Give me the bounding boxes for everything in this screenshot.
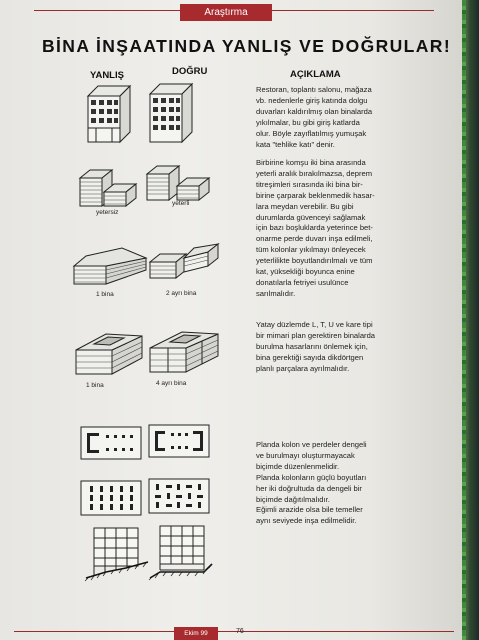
page-number: 76 — [236, 628, 244, 635]
column-head-explanation: AÇIKLAMA — [290, 69, 341, 80]
page-edge-stripe — [462, 0, 466, 640]
slope-foundation-right-figure — [150, 524, 214, 580]
wall-plan-right-figure — [148, 424, 210, 458]
caption-one-building-square: 1 bina — [86, 382, 104, 389]
paragraph-line: Eğimli arazide olsa bile temeller — [256, 505, 363, 515]
square-plan-wrong-figure — [72, 326, 146, 378]
paragraph-line: sarılmalıdır. — [256, 288, 296, 298]
column-head-right: DOĞRU — [172, 66, 208, 77]
paragraph-line: Birbirine komşu iki bina arasında — [256, 158, 366, 167]
paragraph-line: aynı seviyede inşa edilmelidir. — [256, 516, 357, 526]
paragraph-line: kat, yüksekliği boyunca enine — [256, 267, 355, 277]
paragraph-line: donatılarla fetriyei usulünce — [256, 277, 349, 287]
footer-issue: Ekim 99 — [174, 627, 218, 640]
paragraph-line: biçimde düzenlenmelidir. — [256, 461, 340, 471]
paragraph-soft-storey — [256, 85, 456, 150]
paragraph-line: bina gerektiği sayıda dikdörtgen — [256, 352, 364, 362]
paragraph-line: Yatay düzlemde L, T, U ve kare tipi — [256, 320, 373, 329]
paragraph-line: planlı parçalara ayrılmalıdır. — [256, 363, 350, 373]
paragraph-line: tüm kolonlar yıkılmayı önleyecek — [256, 245, 366, 255]
paragraph-line: olur. Böyle zayıflatılmış yumuşak — [256, 128, 367, 138]
l-plan-right-figure — [148, 242, 220, 282]
building-gap-wrong-figure — [78, 164, 140, 210]
paragraph-line: vb. nedenlerle giriş katında dolgu — [256, 95, 368, 105]
paragraph-line: duvarları kaldırılmış olan binalarda — [256, 106, 373, 116]
caption-one-building-l: 1 bina — [96, 291, 114, 298]
paragraph-line: kata "tehlike katı" denir. — [256, 139, 335, 149]
paragraph-plan-shape — [256, 320, 456, 375]
square-plan-right-figure — [146, 322, 222, 376]
paragraph-line: yeterlilikte boyutlandırılmalı ve tüm — [256, 256, 373, 266]
paragraph-line: bir mimari plan gerektiren binalarda — [256, 330, 376, 340]
column-head-wrong: YANLIŞ — [90, 70, 124, 81]
caption-sufficient: yeterli — [172, 200, 190, 207]
l-plan-wrong-figure — [72, 244, 148, 288]
paragraph-columns-foundations — [256, 440, 456, 527]
paragraph-line: ve burulmayı oluşturmayacak — [256, 450, 355, 460]
paragraph-line: yeterli aralık bırakılmazsa, deprem — [256, 168, 373, 178]
paragraph-line: onarme perde duvarı inşa edilmeli, — [256, 234, 373, 244]
paragraph-line: biçimde dağıtılmalıdır. — [256, 494, 330, 504]
paragraph-line: birine çarparak beklenmedik hasar- — [256, 190, 375, 200]
paragraph-line: her iki doğrultuda da dengeli bir — [256, 483, 362, 493]
paragraph-line: için bazı boşluklarda yeterince bet- — [256, 223, 373, 233]
slope-foundation-wrong-figure — [86, 526, 150, 580]
paragraph-line: titreşimleri sırasında iki bina bir- — [256, 179, 363, 189]
section-label: Araştırma — [180, 4, 272, 21]
paragraph-line: Restoran, toplantı salonu, mağaza — [256, 85, 372, 94]
column-plan-right-figure — [148, 478, 210, 514]
caption-insufficient: yetersiz — [96, 209, 119, 216]
paragraph-line: burulma hasarlarını önlemek için, — [256, 341, 368, 351]
page-title: BİNA İNŞAATINDA YANLIŞ VE DOĞRULAR! — [42, 36, 452, 56]
paragraph-line: yıkılmalar, bu gibi giriş katlarda — [256, 117, 360, 127]
paragraph-line: Planda kolon ve perdeler dengeli — [256, 440, 367, 449]
soft-storey-wrong-figure — [84, 82, 134, 148]
column-plan-wrong-figure — [80, 480, 142, 516]
caption-two-buildings: 2 ayrı bina — [166, 290, 197, 297]
wall-plan-wrong-figure — [80, 426, 142, 460]
paragraph-line: Planda kolonların güçlü boyutları — [256, 472, 367, 482]
caption-four-buildings: 4 ayrı bina — [156, 380, 187, 387]
paragraph-line: durumlarda güvenceyi sağlamak — [256, 212, 366, 222]
soft-storey-right-figure — [146, 80, 196, 146]
paragraph-line: lara meydan verebilir. Bu gibi — [256, 201, 354, 211]
footer-rule — [14, 631, 454, 632]
paragraph-adjacent-buildings — [256, 158, 456, 300]
